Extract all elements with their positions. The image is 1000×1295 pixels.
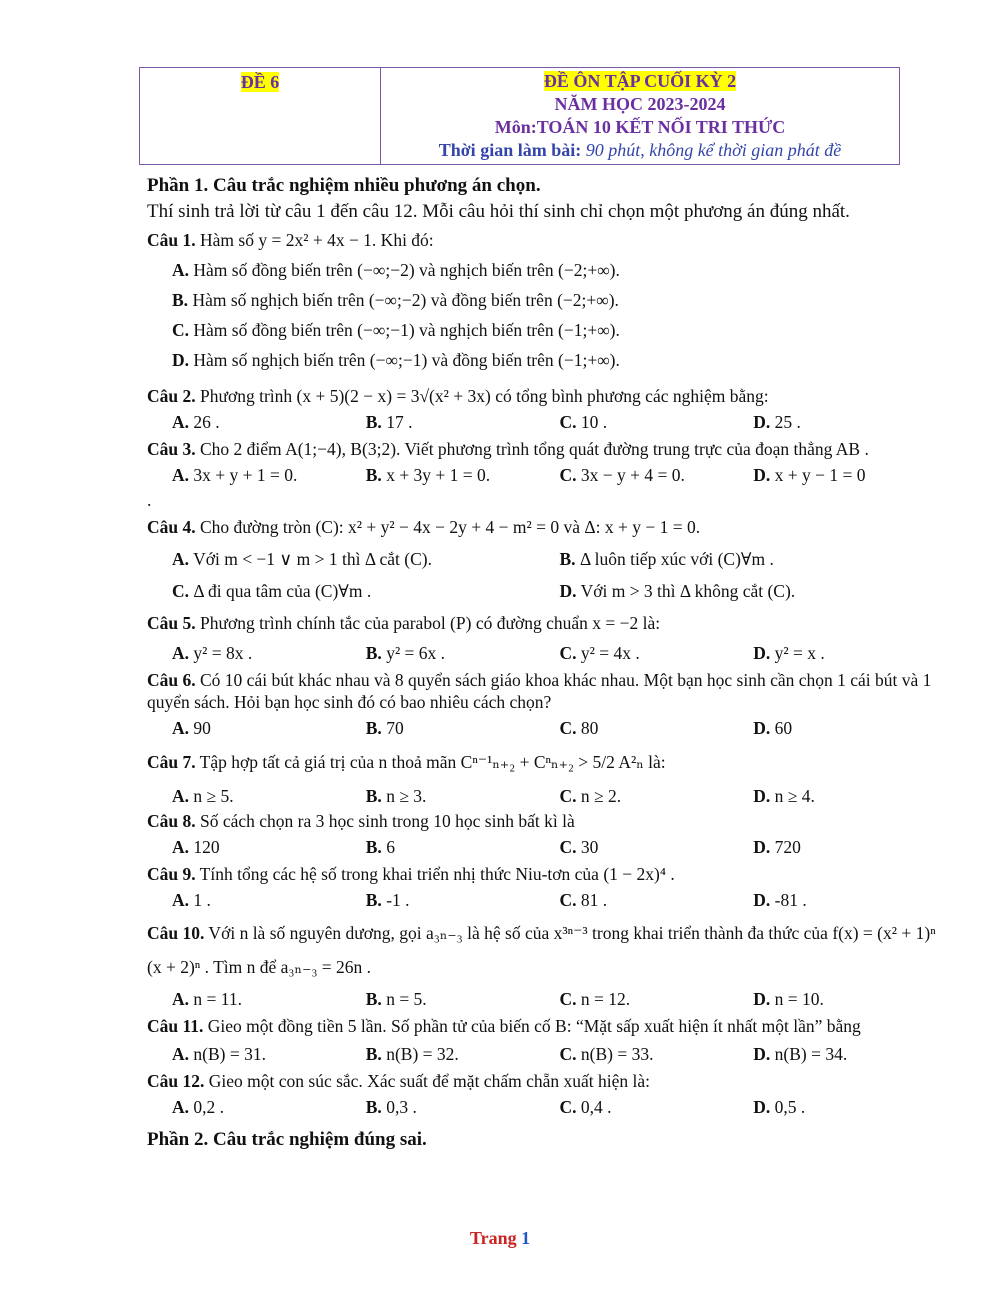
- q6-option-b[interactable]: B. 70: [365, 718, 404, 738]
- part1-title: Phần 1. Câu trắc nghiệm nhiều phương án chọn.: [147, 175, 541, 196]
- q11-options: [172, 1043, 947, 1065]
- question-9: Câu 9. Tính tổng các hệ số trong khai triển nhị thức Niu-tơn của (1 − 2x)⁴ .: [147, 864, 675, 884]
- page-footer: [0, 1228, 1000, 1249]
- q7-option-c[interactable]: C. n ≥ 2.: [559, 786, 622, 806]
- q2-option-a[interactable]: A. 26 .: [172, 412, 220, 432]
- q5-option-d[interactable]: D. y² = x .: [753, 643, 825, 663]
- q7-options: [172, 785, 947, 807]
- q11-option-b[interactable]: B. n(B) = 32.: [365, 1044, 459, 1064]
- q7-option-b[interactable]: B. n ≥ 3.: [365, 786, 427, 806]
- question-1: Câu 1. Hàm số y = 2x² + 4x − 1. Khi đó:: [147, 230, 434, 250]
- q6-options: [172, 717, 947, 739]
- q11-option-c[interactable]: C. n(B) = 33.: [559, 1044, 654, 1064]
- q4-options-row1: [172, 548, 947, 570]
- question-11: Câu 11. Gieo một đồng tiền 5 lần. Số phần tử của biến cố B: “Mặt sấp xuất hiện ít nhất một lần” bằng: [147, 1016, 861, 1036]
- q1-option-c[interactable]: C. Hàm số đồng biến trên (−∞;−1) và nghịch biến trên (−1;+∞).: [172, 320, 620, 340]
- q8-options: [172, 836, 947, 858]
- part1-intro: Thí sinh trả lời từ câu 1 đến câu 12. Mỗi câu hỏi thí sinh chỉ chọn một phương án đúng nhất.: [147, 201, 850, 222]
- part2-title: Phần 2. Câu trắc nghiệm đúng sai.: [147, 1129, 427, 1150]
- page-number: 1: [521, 1228, 531, 1248]
- q1-option-d[interactable]: D. Hàm số nghịch biến trên (−∞;−1) và đồng biến trên (−1;+∞).: [172, 350, 620, 370]
- q5-option-a[interactable]: A. y² = 8x .: [172, 643, 253, 663]
- q9-option-b[interactable]: B. -1 .: [365, 890, 410, 910]
- q5-options: [172, 642, 947, 664]
- question-3: Câu 3. Cho 2 điểm A(1;−4), B(3;2). Viết phương trình tổng quát đường trung trực của đoạn thẳng AB .: [147, 439, 869, 459]
- q4-option-c[interactable]: C. Δ đi qua tâm của (C)∀m .: [172, 581, 372, 601]
- subject-line: Môn:TOÁN 10 KẾT NỐI TRI THỨC: [494, 117, 786, 137]
- time-value: 90 phút, không kể thời gian phát đề: [581, 140, 842, 160]
- q12-option-d[interactable]: D. 0,5 .: [753, 1097, 806, 1117]
- exam-content: [147, 172, 947, 1154]
- question-12: Câu 12. Gieo một con súc sắc. Xác suất để mặt chấm chẵn xuất hiện là:: [147, 1071, 650, 1091]
- q9-option-c[interactable]: C. 81 .: [559, 890, 608, 910]
- q6-option-d[interactable]: D. 60: [753, 718, 793, 738]
- q2-option-b[interactable]: B. 17 .: [365, 412, 413, 432]
- q10-option-c[interactable]: C. n = 12.: [559, 989, 631, 1009]
- q10-option-d[interactable]: D. n = 10.: [753, 989, 824, 1009]
- q2-options: [172, 411, 947, 433]
- q2-option-d[interactable]: D. 25 .: [753, 412, 801, 432]
- exam-title: ĐỀ ÔN TẬP CUỐI KỲ 2: [543, 71, 737, 91]
- q3-tail: .: [147, 490, 152, 510]
- q4-option-a[interactable]: A. Với m < −1 ∨ m > 1 thì Δ cắt (C).: [172, 549, 432, 569]
- q7-option-d[interactable]: D. n ≥ 4.: [753, 786, 815, 806]
- q6-option-c[interactable]: C. 80: [559, 718, 599, 738]
- q8-option-d[interactable]: D. 720: [753, 837, 801, 857]
- q11-option-d[interactable]: D. n(B) = 34.: [753, 1044, 848, 1064]
- question-7: Câu 7. Tập hợp tất cả giá trị của n thoả mãn Cⁿ⁻¹ₙ₊₂ + Cⁿₙ₊₂ > 5/2 A²ₙ là:: [147, 752, 666, 772]
- q4-options-row2: [172, 580, 947, 602]
- time-line: [381, 139, 899, 162]
- question-4: Câu 4. Cho đường tròn (C): x² + y² − 4x − 2y + 4 − m² = 0 và Δ: x + y − 1 = 0.: [147, 517, 701, 537]
- q9-options: [172, 889, 947, 911]
- school-year: NĂM HỌC 2023-2024: [554, 94, 726, 114]
- q7-option-a[interactable]: A. n ≥ 5.: [172, 786, 234, 806]
- q10-option-b[interactable]: B. n = 5.: [365, 989, 427, 1009]
- exam-code: ĐỀ 6: [240, 72, 280, 92]
- q4-option-b[interactable]: B. Δ luôn tiếp xúc với (C)∀m .: [559, 549, 774, 569]
- q3-option-b[interactable]: B. x + 3y + 1 = 0.: [365, 465, 491, 485]
- exam-title-cell: [381, 68, 899, 164]
- q12-option-a[interactable]: A. 0,2 .: [172, 1097, 225, 1117]
- question-5: Câu 5. Phương trình chính tắc của parabol (P) có đường chuẩn x = −2 là:: [147, 613, 661, 633]
- time-label: Thời gian làm bài:: [438, 140, 582, 160]
- q3-option-a[interactable]: A. 3x + y + 1 = 0.: [172, 465, 298, 485]
- question-10: Câu 10. Với n là số nguyên dương, gọi a₃ₙ₋₃ là hệ số của x³ⁿ⁻³ trong khai triển thành đa thức của f(x) = (x² + 1)ⁿ (x + 2)ⁿ . Tìm n để a₃ₙ₋₃ = 26n .: [147, 923, 936, 977]
- question-2: Câu 2. Phương trình (x + 5)(2 − x) = 3√(x² + 3x) có tổng bình phương các nghiệm bằng:: [147, 386, 769, 406]
- exam-code-cell: [140, 68, 381, 164]
- q9-option-a[interactable]: A. 1 .: [172, 890, 211, 910]
- question-6: Câu 6. Có 10 cái bút khác nhau và 8 quyển sách giáo khoa khác nhau. Một bạn học sinh cần chọn 1 cái bút và 1 quyển sách. Hỏi bạn học sinh đó có bao nhiêu cách chọn?: [147, 670, 932, 712]
- exam-header-box: [139, 67, 900, 165]
- q6-option-a[interactable]: A. 90: [172, 718, 211, 738]
- q11-option-a[interactable]: A. n(B) = 31.: [172, 1044, 266, 1064]
- q12-option-c[interactable]: C. 0,4 .: [559, 1097, 612, 1117]
- q2-option-c[interactable]: C. 10 .: [559, 412, 608, 432]
- page-word: Trang: [469, 1228, 517, 1248]
- q3-option-d[interactable]: D. x + y − 1 = 0: [753, 465, 866, 485]
- q8-option-a[interactable]: A. 120: [172, 837, 220, 857]
- q5-option-b[interactable]: B. y² = 6x .: [365, 643, 446, 663]
- q3-option-c[interactable]: C. 3x − y + 4 = 0.: [559, 465, 685, 485]
- q10-option-a[interactable]: A. n = 11.: [172, 989, 242, 1009]
- q8-option-b[interactable]: B. 6: [365, 837, 395, 857]
- q9-option-d[interactable]: D. -81 .: [753, 890, 807, 910]
- q1-option-b[interactable]: B. Hàm số nghịch biến trên (−∞;−2) và đồng biến trên (−2;+∞).: [172, 290, 619, 310]
- q1-option-a[interactable]: A. Hàm số đồng biến trên (−∞;−2) và nghịch biến trên (−2;+∞).: [172, 260, 620, 280]
- q4-option-d[interactable]: D. Với m > 3 thì Δ không cắt (C).: [559, 581, 796, 601]
- q3-options: [172, 464, 947, 486]
- q8-option-c[interactable]: C. 30: [559, 837, 599, 857]
- q10-options: [172, 988, 947, 1010]
- question-8: Câu 8. Số cách chọn ra 3 học sinh trong 10 học sinh bất kì là: [147, 811, 575, 831]
- q5-option-c[interactable]: C. y² = 4x .: [559, 643, 640, 663]
- q12-options: [172, 1096, 947, 1118]
- q12-option-b[interactable]: B. 0,3 .: [365, 1097, 417, 1117]
